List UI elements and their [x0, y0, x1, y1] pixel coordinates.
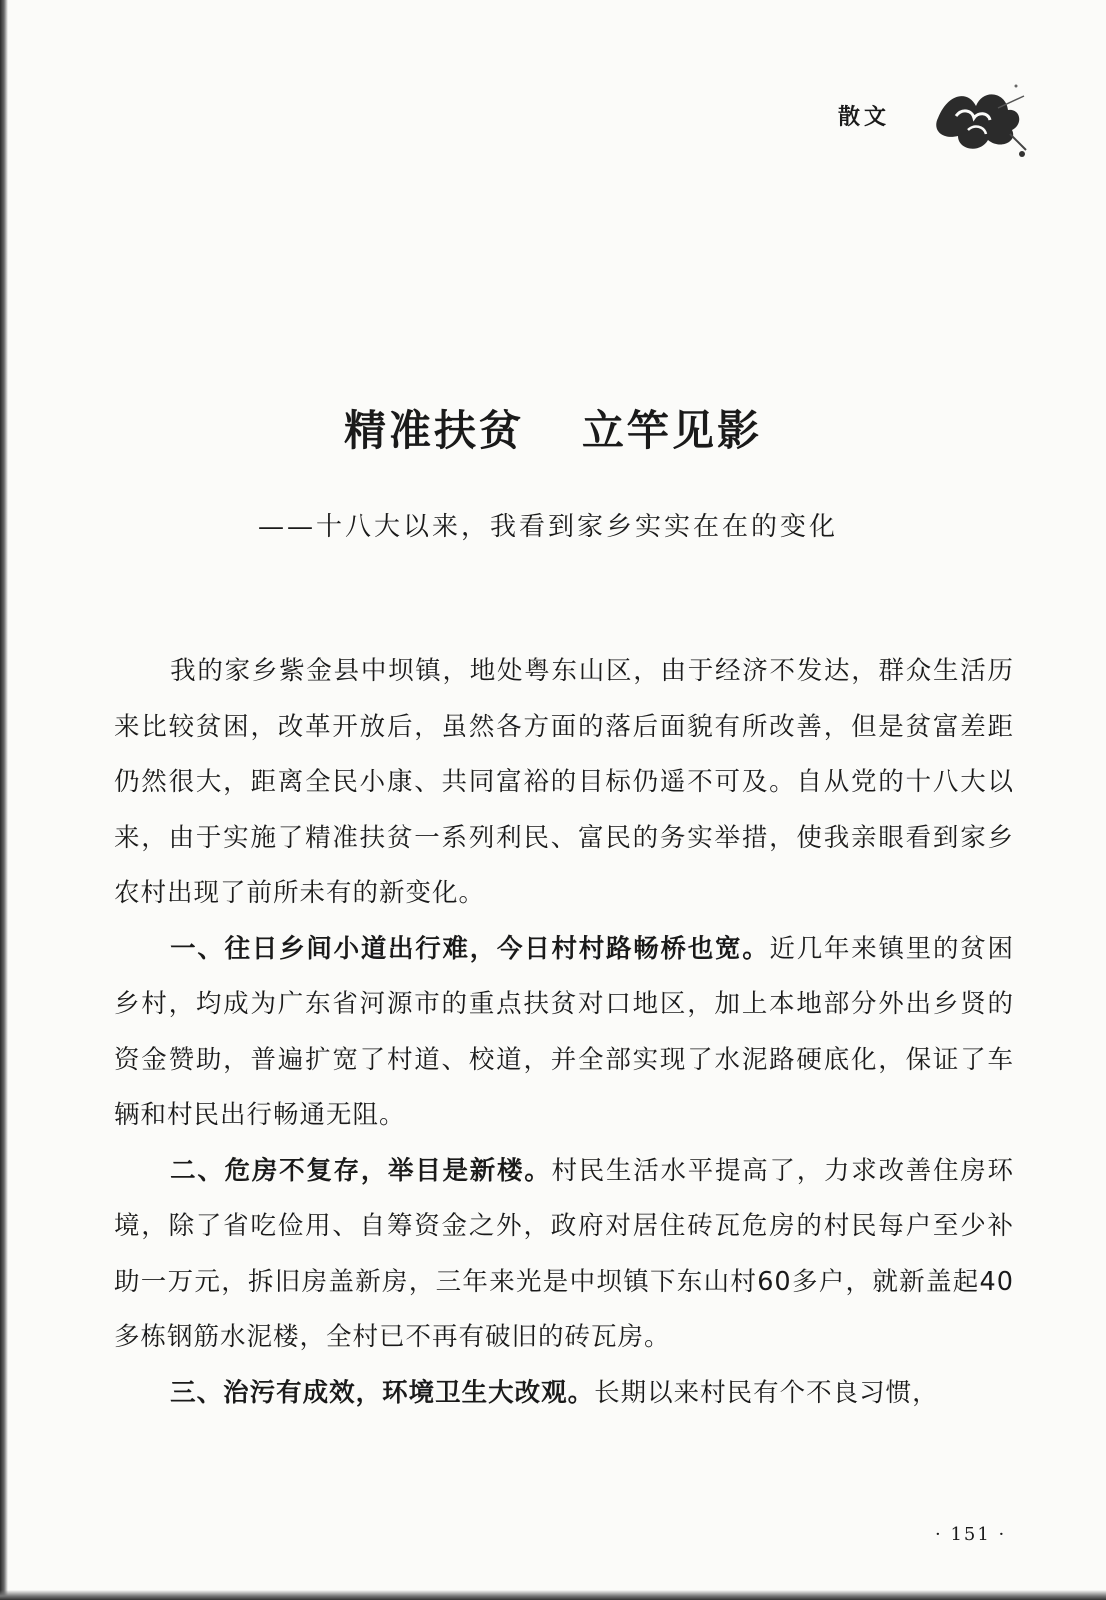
- article-title: [0, 398, 1106, 458]
- article-subtitle: ——十八大以来，我看到家乡实实在在的变化: [258, 512, 839, 542]
- paragraph-lead: 三、治污有成效，环境卫生大改观。: [170, 1377, 595, 1408]
- paragraph-2: [114, 922, 1014, 1144]
- page-number: · 151 ·: [935, 1524, 1007, 1545]
- paragraph-1: [114, 644, 1014, 922]
- paragraph-text: 长期以来村民有个不良习惯，: [594, 1377, 939, 1408]
- paragraph-lead: 二、危房不复存，举目是新楼。: [170, 1155, 552, 1186]
- paragraph-3: [114, 1144, 1014, 1366]
- section-label: 散文: [838, 104, 891, 130]
- paragraph-text: 我的家乡紫金县中坝镇，地处粤东山区，由于经济不发达，群众生活历来比较贫困，改革开放后，虽然各方面的落后面貌有所改善，但是贫富差距仍然很大，距离全民小康、共同富裕的目标仍遥不可及。自从党的十八大以来，由于实施了精准扶贫一系列利民、富民的务实举措，使我亲眼看到家乡农村出现了前所未有的新变化。: [114, 656, 1014, 908]
- article-body: [114, 644, 1014, 1421]
- paragraph-text: 村民生活水平提高了，力求改善住房环境，除了省吃俭用、自筹资金之外，政府对居住砖瓦危房的村民每户至少补助一万元，拆旧房盖新房，三年来光是中坝镇下东山村60多户，就新盖起40多栋钢筋水泥楼，全村已不再有破旧的砖瓦房。: [114, 1155, 1014, 1352]
- title-part-2: 立竿见影: [582, 406, 763, 455]
- paragraph-text: 近几年来镇里的贫困乡村，均成为广东省河源市的重点扶贫对口地区，加上本地部分外出乡贤的资金赞助，普遍扩宽了村道、校道，并全部实现了水泥路硬底化，保证了车辆和村民出行畅通无阻。: [114, 933, 1014, 1130]
- scan-edge-left: [0, 0, 8, 1600]
- paragraph-lead: 一、往日乡间小道出行难，今日村村路畅桥也宽。: [170, 933, 770, 964]
- ink-flower-ornament-icon: [928, 78, 1028, 160]
- title-part-1: 精准扶贫: [343, 406, 524, 455]
- paragraph-4: [114, 1366, 1014, 1422]
- scan-edge-bottom: [0, 1590, 1106, 1600]
